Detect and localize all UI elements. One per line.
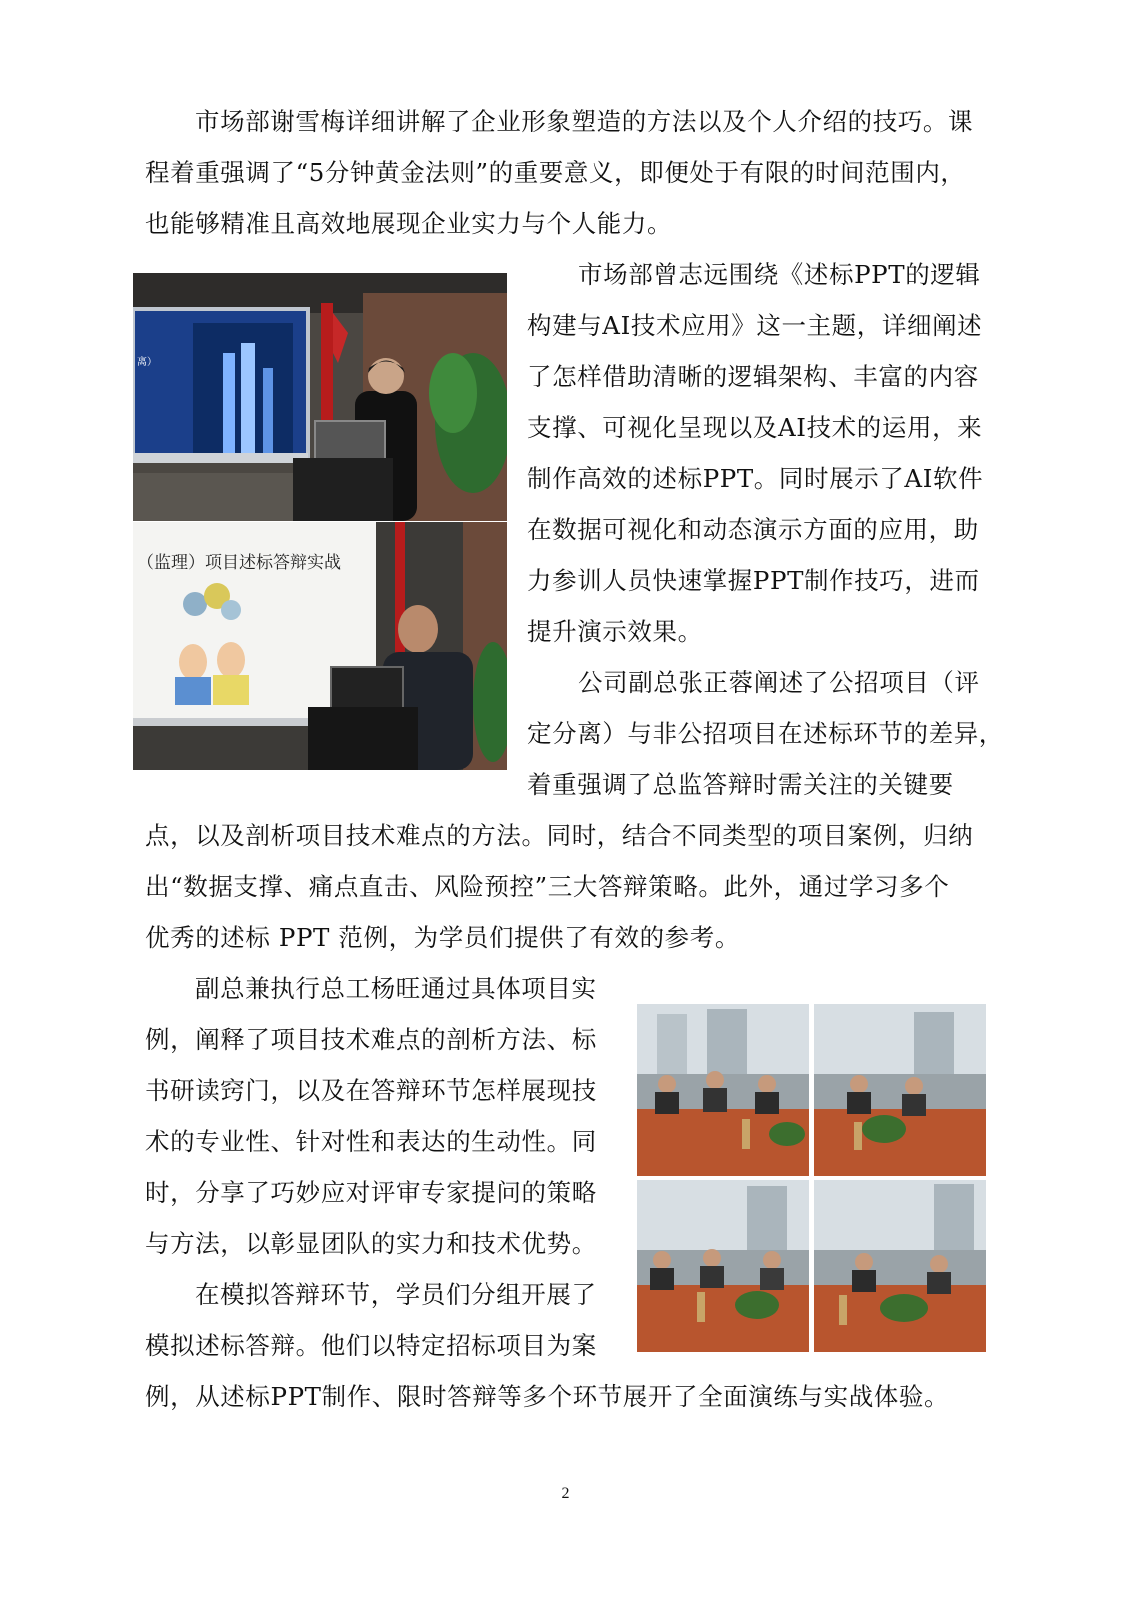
meeting-photo-panel-2 xyxy=(814,1004,986,1176)
paragraph3-line-5: 出“数据支撑、痛点直击、风险预控”三大答辩策略。此外，通过学习多个 xyxy=(145,872,950,901)
paragraph4-line-4: 术的专业性、针对性和表达的生动性。同 xyxy=(145,1127,597,1156)
paragraph3-line-6: 优秀的述标 PPT 范例，为学员们提供了有效的参考。 xyxy=(145,923,740,952)
paragraph5-line-3: 例，从述标PPT制作、限时答辩等多个环节展开了全面演练与实战体验。 xyxy=(145,1382,950,1411)
meeting-photo-panel-4 xyxy=(814,1180,986,1352)
slide-tag-text: 离） xyxy=(137,357,157,368)
paragraph4-line-3: 书研读窍门，以及在答辩环节怎样展现技 xyxy=(145,1076,597,1105)
paragraph1-line-3: 也能够精准且高效地展现企业实力与个人能力。 xyxy=(145,209,673,238)
paragraph2-line-8: 提升演示效果。 xyxy=(527,617,703,646)
paragraph1-line-1: 市场部谢雪梅详细讲解了企业形象塑造的方法以及个人介绍的技巧。课 xyxy=(195,107,974,136)
paragraph4-line-5: 时，分享了巧妙应对评审专家提问的策略 xyxy=(145,1178,597,1207)
paragraph2-line-5: 制作高效的述标PPT。同时展示了AI软件 xyxy=(527,464,984,493)
paragraph2-line-1: 市场部曾志远围绕《述标PPT的逻辑 xyxy=(578,260,981,289)
paragraph4-line-2: 例，阐释了项目技术难点的剖析方法、标 xyxy=(145,1025,597,1054)
paragraph3-line-2: 定分离）与非公招项目在述标环节的差异， xyxy=(527,719,1004,748)
presenter-photo-woman xyxy=(133,273,507,521)
paragraph2-line-6: 在数据可视化和动态演示方面的应用，助 xyxy=(527,515,979,544)
paragraph2-line-2: 构建与AI技术应用》这一主题，详细阐述 xyxy=(527,311,983,340)
paragraph3-line-4: 点，以及剖析项目技术难点的方法。同时，结合不同类型的项目案例，归纳 xyxy=(145,821,974,850)
paragraph3-line-1: 公司副总张正蓉阐述了公招项目（评 xyxy=(578,668,980,697)
paragraph5-line-1: 在模拟答辩环节，学员们分组开展了 xyxy=(195,1280,597,1309)
meeting-photo-panel-1 xyxy=(637,1004,809,1176)
meeting-photo-collage xyxy=(637,1004,986,1352)
page-number: 2 xyxy=(561,1485,570,1502)
paragraph2-line-7: 力参训人员快速掌握PPT制作技巧，进而 xyxy=(527,566,980,595)
paragraph3-line-3: 着重强调了总监答辩时需关注的关键要 xyxy=(527,770,954,799)
meeting-photo-panel-3 xyxy=(637,1180,809,1352)
paragraph4-line-6: 与方法，以彰显团队的实力和技术优势。 xyxy=(145,1229,597,1258)
presenter-photo-man xyxy=(133,522,507,770)
paragraph1-line-2: 程着重强调了“5分钟黄金法则”的重要意义，即便处于有限的时间范围内， xyxy=(145,158,966,187)
paragraph5-line-2: 模拟述标答辩。他们以特定招标项目为案 xyxy=(145,1331,597,1360)
paragraph4-line-1: 副总兼执行总工杨旺通过具体项目实 xyxy=(195,974,597,1003)
paragraph2-line-3: 了怎样借助清晰的逻辑架构、丰富的内容 xyxy=(527,362,979,391)
slide-title-text: （监理）项目述标答辩实战 xyxy=(137,553,341,573)
paragraph2-line-4: 支撑、可视化呈现以及AI技术的运用，来 xyxy=(527,413,983,442)
